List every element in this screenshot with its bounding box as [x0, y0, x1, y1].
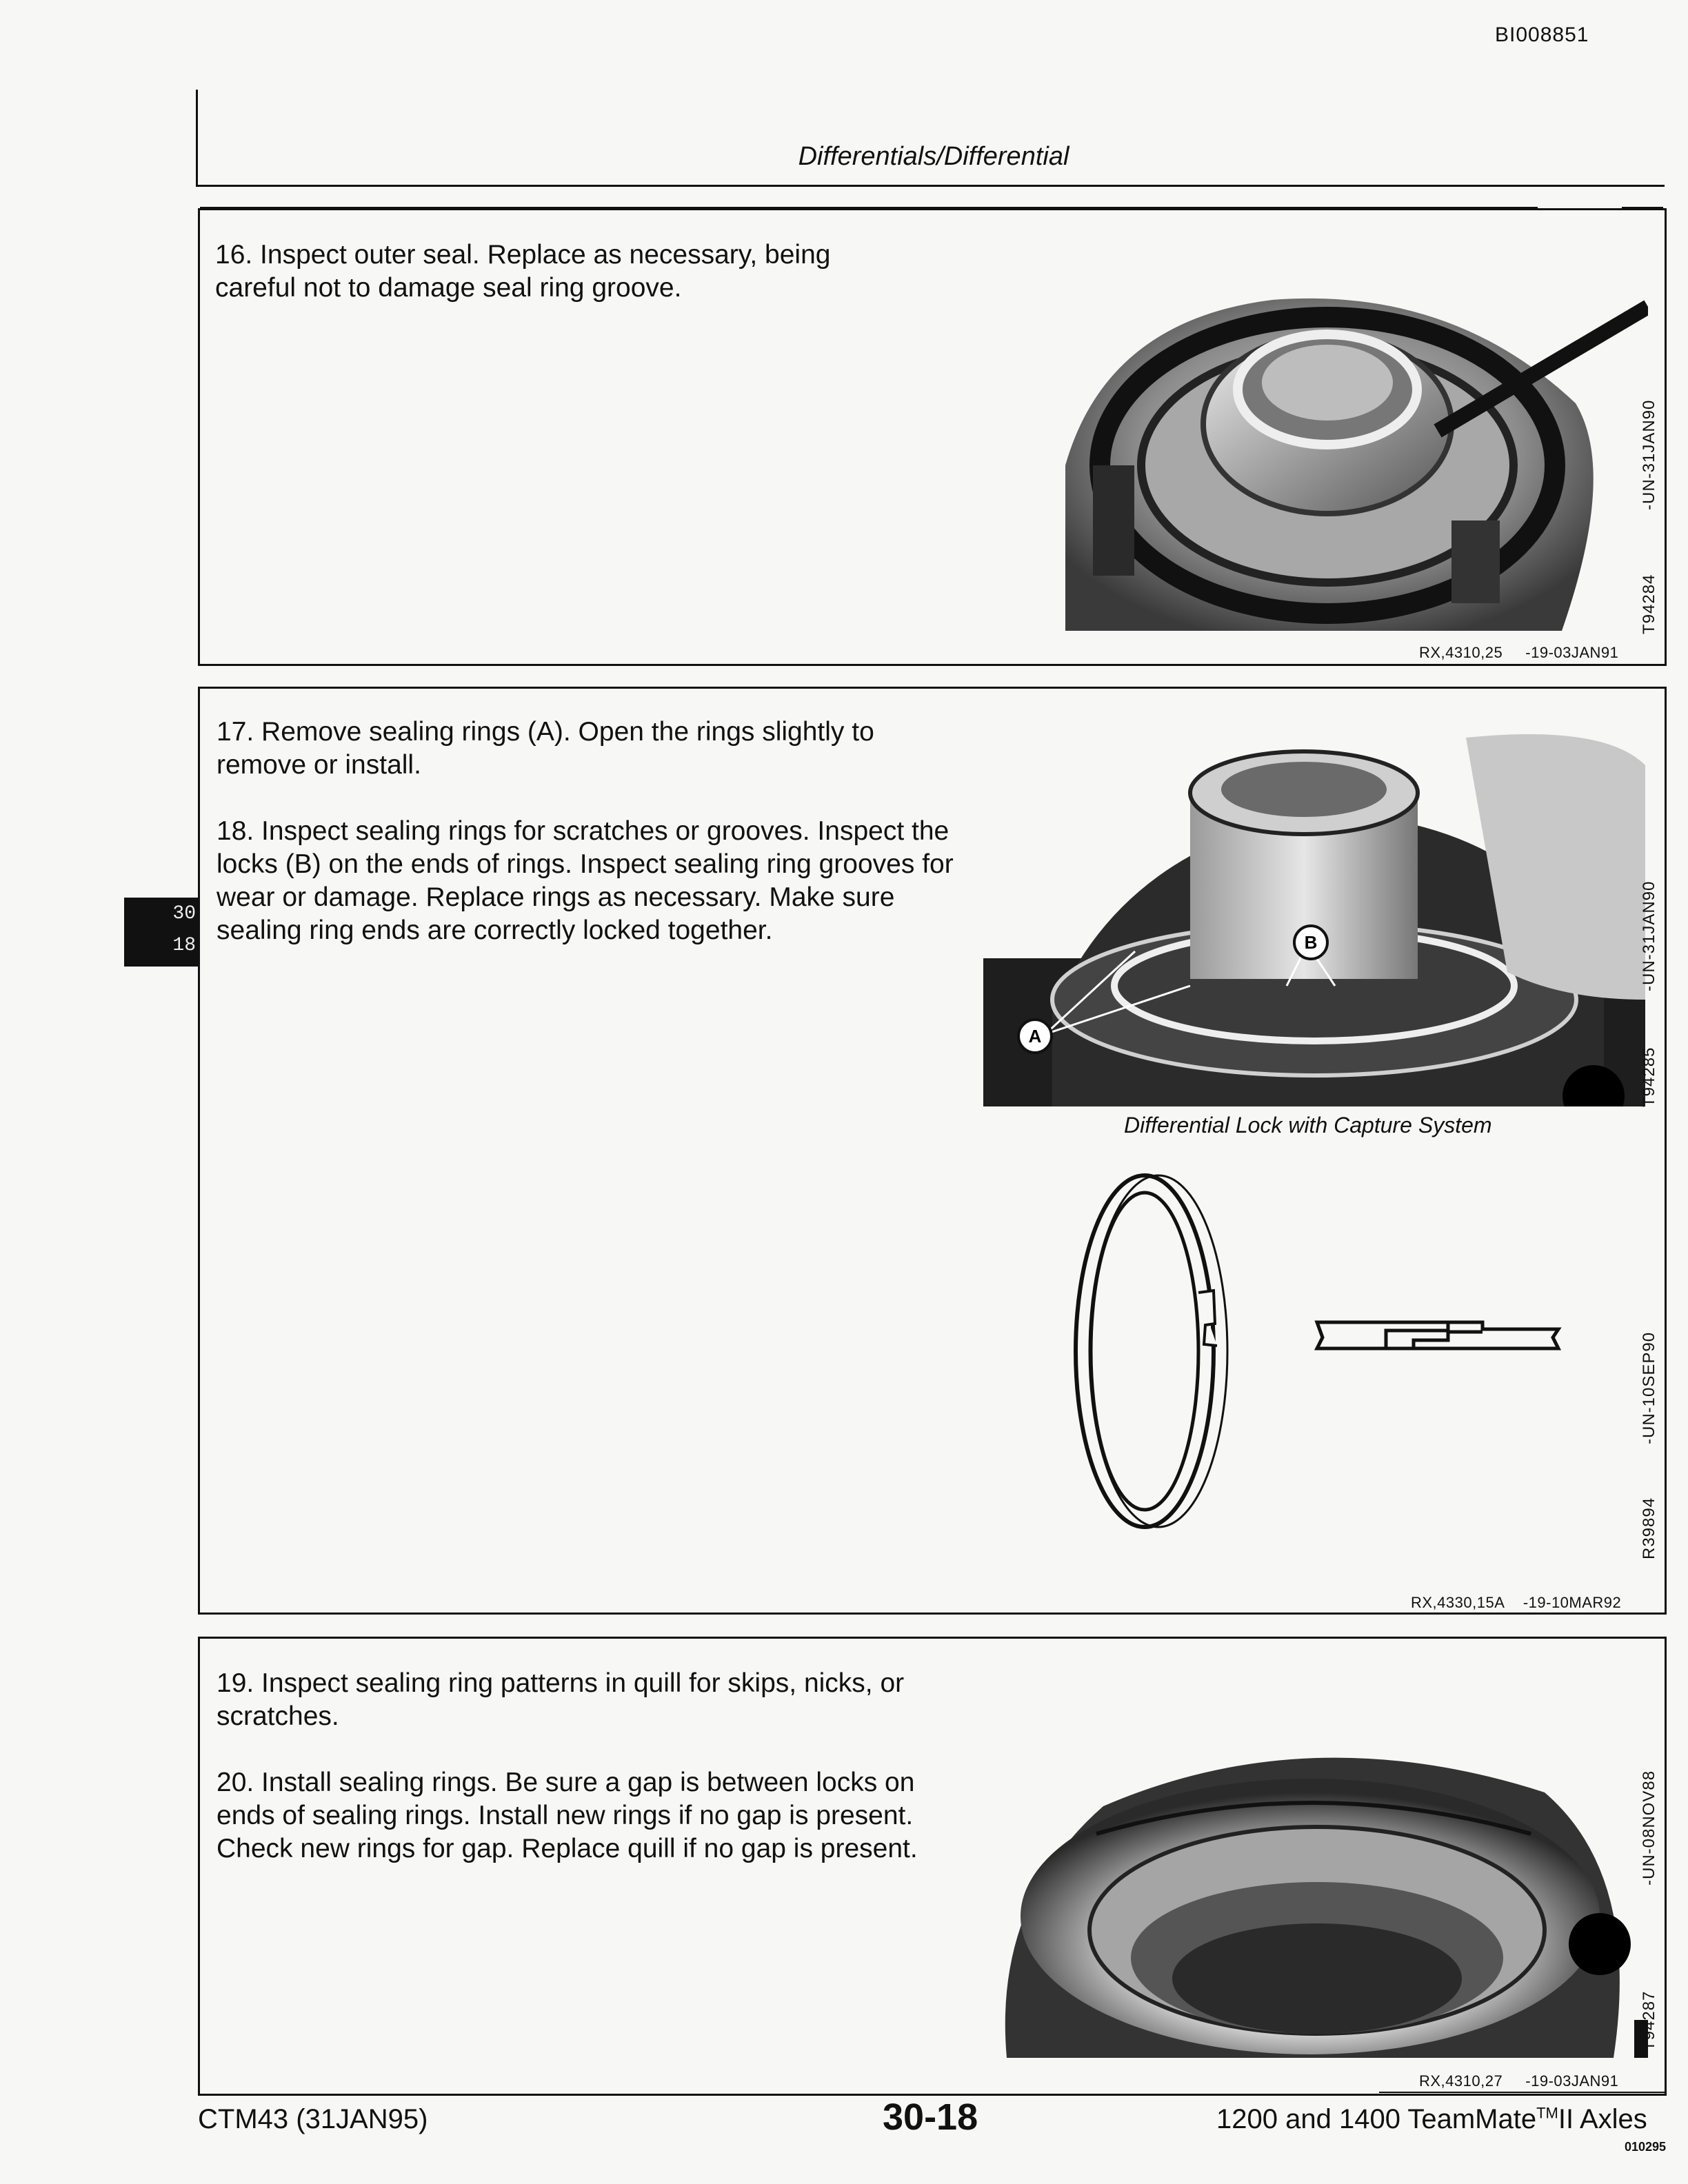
reference-code — [1411, 1594, 1621, 1612]
header-left-rule — [196, 90, 198, 186]
page-number: 30-18 — [883, 2096, 978, 2138]
quill-photo — [993, 1655, 1648, 2058]
step-18: 18. Inspect sealing rings for scratches or grooves. Inspect the locks (B) on the ends of rings. Inspect sealing ring grooves for wear or damage. Replace rings as necessary. Make sure sealing ring ends are correctly locked together. — [217, 816, 954, 945]
document-id: BI008851 — [1495, 23, 1589, 46]
outer-seal-photo — [1065, 293, 1648, 631]
figure-date-t94285: -UN-31JAN90 — [1640, 880, 1658, 991]
reference-date: -19-10MAR92 — [1523, 1594, 1622, 1611]
reference-id: RX,4310,27 — [1419, 2072, 1503, 2090]
figure-caption: Differential Lock with Capture System — [1124, 1113, 1492, 1138]
section-page: 18 — [172, 935, 196, 956]
trademark-mark: TM — [1536, 2104, 1558, 2122]
figure-id-r39894: R39894 — [1640, 1497, 1658, 1559]
ring-lock-drawing — [1062, 1172, 1600, 1530]
manual-title — [1216, 2104, 1647, 2135]
step-19: 19. Inspect sealing ring patterns in quill for skips, nicks, or scratches. — [217, 1668, 905, 1731]
manual-title-pre: 1200 and 1400 TeamMate — [1216, 2104, 1537, 2134]
reference-date: -19-03JAN91 — [1525, 644, 1619, 661]
section-number: 30 — [172, 903, 196, 924]
outer-seal-image — [1065, 293, 1648, 631]
figure-date-r39894: -UN-10SEP90 — [1640, 1331, 1658, 1444]
reference-id: RX,4310,25 — [1419, 644, 1503, 661]
figure-date-t94284: -UN-31JAN90 — [1640, 399, 1658, 510]
step-16: 16. Inspect outer seal. Replace as necessary, being careful not to damage seal ring groove. — [215, 240, 831, 303]
sealing-rings-photo — [983, 710, 1645, 1106]
footer-code: 010295 — [1625, 2140, 1667, 2154]
sealing-ring-diagram — [1062, 1172, 1600, 1530]
step-20: 20. Install sealing rings. Be sure a gap is between locks on ends of sealing rings. Install new rings if no gap is present. Check new rings for gap. Replace quill if no gap is present. — [217, 1768, 918, 1863]
header-rule — [196, 185, 1665, 187]
reference-code — [1419, 644, 1618, 662]
figure-id-t94284: T94284 — [1640, 574, 1658, 634]
callout-b: B — [1304, 932, 1318, 953]
callout-a: A — [1028, 1026, 1042, 1046]
page-title — [0, 142, 1688, 172]
reference-underline — [1379, 2092, 1667, 2093]
step-text-17-18 — [217, 716, 954, 947]
manual-id: CTM43 (31JAN95) — [198, 2104, 428, 2134]
section-tab — [124, 898, 199, 967]
figure-id-t94285: T94285 — [1640, 1046, 1658, 1107]
manual-title-post: II Axles — [1558, 2104, 1647, 2134]
quill-image — [993, 1655, 1648, 2058]
reference-date: -19-03JAN91 — [1525, 2072, 1619, 2090]
figure-id-t94287: T94287 — [1640, 1990, 1658, 2051]
page-title-text: Differentials/Differential — [798, 142, 1069, 171]
reference-code — [1419, 2072, 1618, 2090]
figure-date-t94287: -UN-08NOV88 — [1640, 1770, 1658, 1885]
sealing-rings-image — [983, 710, 1645, 1106]
step-text-16 — [215, 239, 912, 305]
step-17: 17. Remove sealing rings (A). Open the rings slightly to remove or install. — [217, 717, 874, 780]
step-text-19-20 — [217, 1667, 961, 1866]
reference-id: RX,4330,15A — [1411, 1594, 1505, 1611]
